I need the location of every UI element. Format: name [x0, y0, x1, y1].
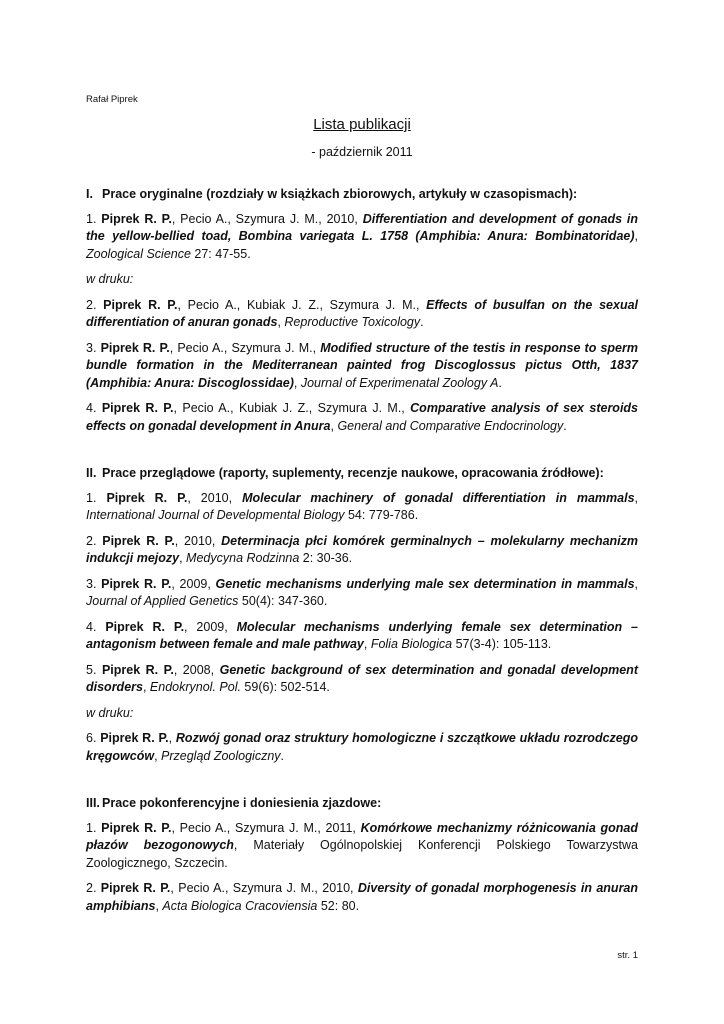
author-name: Rafał Piprek [86, 94, 138, 105]
publication-list [86, 186, 638, 923]
publication-entry: 2. Piprek R. P., Pecio A., Kubiak J. Z., Szymura J. M., Effects of busulfan on the sexual differentiation of anuran gonads, Reproductive Toxicology. [86, 297, 639, 329]
publication-entry: 6. Piprek R. P., Rozwój gonad oraz struktury homologiczne i szczątkowe układu rozrodczego kręgowców, Przegląd Zoologiczny. [86, 731, 639, 763]
in-press-label: w druku: [86, 705, 134, 720]
section-title: Prace pokonferencyjne i doniesienia zjazdowe: [102, 796, 382, 810]
section-heading [86, 186, 638, 204]
section-heading [86, 465, 638, 483]
page-subtitle: - październik 2011 [311, 145, 413, 159]
section-number: III. [86, 796, 100, 810]
page-number: str. 1 [617, 950, 638, 961]
publication-entry: 2. Piprek R. P., Pecio A., Szymura J. M., 2010, Diversity of gonadal morphogenesis in anuran amphibians, Acta Biologica Cracoviensia 52: 80. [86, 881, 639, 913]
publication-entry: 2. Piprek R. P., 2010, Determinacja płci komórek germinalnych – molekularny mechanizm indukcji mejozy, Medycyna Rodzinna 2: 30-36. [86, 533, 639, 565]
publication-entry: 4. Piprek R. P., 2009, Molecular mechanisms underlying female sex determination – antagonism between female and male pathway, Folia Biologica 57(3-4): 105-113. [86, 619, 638, 651]
in-press-label: w druku: [86, 272, 134, 286]
publication-entry: 3. Piprek R. P., 2009, Genetic mechanisms underlying male sex determination in mammals, Journal of Applied Genetics 50(4): 347-360. [86, 576, 639, 608]
section-title: Prace przeglądowe (raporty, suplementy, recenzje naukowe, opracowania źródłowe): [102, 466, 604, 480]
section-number: I. [86, 187, 93, 201]
publication-entry: 1. Piprek R. P., Pecio A., Szymura J. M., 2011, Komórkowe mechanizmy różnicowania gonad płazów bezogonowych, Materiały Ogólnopolskiej Konferencji Polskiego Towarzystwa Zoologicznego, Szczecin. [86, 820, 639, 870]
publication-entry: 5. Piprek R. P., 2008, Genetic background of sex determination and gonadal development disorders, Endokrynol. Pol. 59(6): 502-514. [86, 662, 638, 694]
section-heading [86, 795, 638, 813]
publication-entry: 1. Piprek R. P., 2010, Molecular machinery of gonadal differentiation in mammals, International Journal of Developmental Biology 54: 779-786. [86, 490, 639, 522]
publication-entry: 3. Piprek R. P., Pecio A., Szymura J. M., Modified structure of the testis in response to sperm bundle formation in the Mediterranean painted frog Discoglossus pictus Otth, 1837 (Amphibia: Anura: Discoglossidae), Journal of Experimenatal Zoology A. [86, 340, 638, 390]
page-title: Lista publikacji [313, 116, 411, 133]
publication-entry: 4. Piprek R. P., Pecio A., Kubiak J. Z., Szymura J. M., Comparative analysis of sex steroids effects on gonadal development in Anura, General and Comparative Endocrinology. [86, 401, 639, 433]
publication-entry: 1. Piprek R. P., Pecio A., Szymura J. M., 2010, Differentiation and development of gonads in the yellow-bellied toad, Bombina variegata L. 1758 (Amphibia: Anura: Bombinatoridae), Zoological Science 27: 47-55. [86, 211, 639, 261]
section-number: II. [86, 466, 97, 480]
section-title: Prace oryginalne (rozdziały w książkach zbiorowych, artykuły w czasopismach): [102, 187, 578, 201]
